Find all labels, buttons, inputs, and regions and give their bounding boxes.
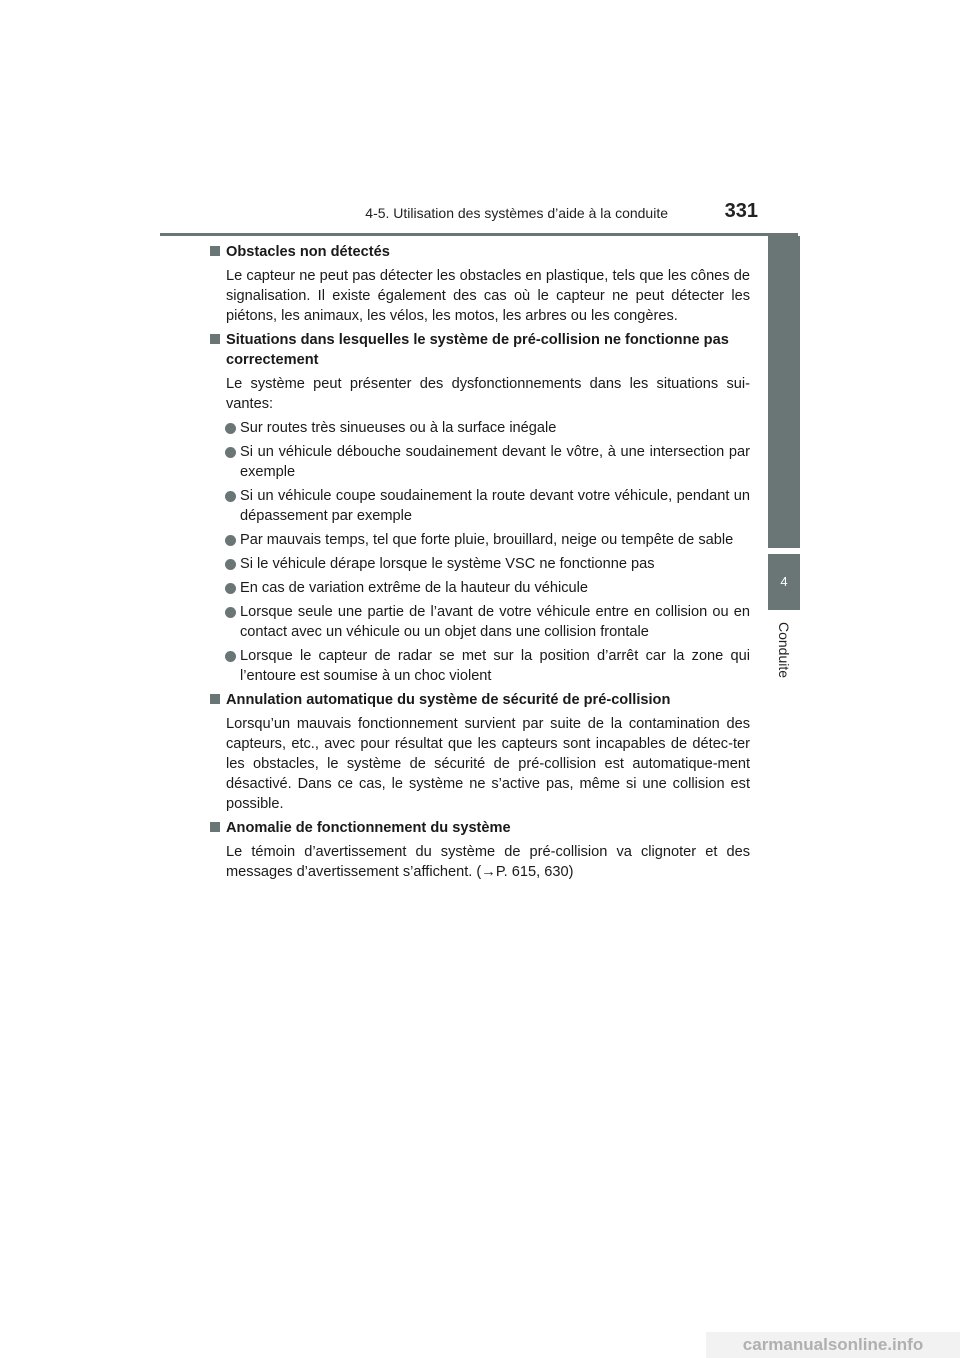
page-content xyxy=(210,242,750,886)
list-item xyxy=(210,530,750,550)
section-heading xyxy=(210,690,750,710)
page-header xyxy=(160,196,798,236)
header-rule xyxy=(160,233,798,236)
circle-bullet-icon xyxy=(225,651,236,662)
side-tab-bar xyxy=(768,236,800,548)
circle-bullet-icon xyxy=(225,607,236,618)
section-paragraph: Le système peut présenter des dysfonctionnements dans les situations sui-vantes: xyxy=(226,376,750,412)
section-paragraph: Le témoin d’avertissement du système de pré-collision va clignoter et des messages d’avertissement s’affichent. (→P. 615, 630) xyxy=(226,844,750,880)
section-heading xyxy=(210,242,750,262)
section-paragraph: Lorsqu’un mauvais fonctionnement survient par suite de la contamination des capteurs, etc., avec pour résultat que les capteurs sont incapables de détec-ter les obstacles, le système de sécurité de pré-collision est automatique-ment désactivé. Dans ce cas, le système ne s’active pas, même si une collision est possible. xyxy=(226,716,750,812)
section-title: 4-5. Utilisation des systèmes d’aide à la conduite xyxy=(365,205,668,221)
list-item xyxy=(210,646,750,686)
chapter-number-tab: 4 xyxy=(768,554,800,610)
circle-bullet-icon xyxy=(225,559,236,570)
circle-bullet-icon xyxy=(225,535,236,546)
list-item xyxy=(210,486,750,526)
square-bullet-icon xyxy=(210,822,220,832)
list-item-text: Lorsque le capteur de radar se met sur la position d’arrêt car la zone qui l’entoure est soumise à un choc violent xyxy=(240,648,750,684)
list-item-text: Si un véhicule coupe soudainement la route devant votre véhicule, pendant un dépassement par exemple xyxy=(240,488,750,524)
section-heading-text: Obstacles non détectés xyxy=(226,244,390,260)
circle-bullet-icon xyxy=(225,423,236,434)
list-item-text: Sur routes très sinueuses ou à la surface inégale xyxy=(240,420,557,436)
list-item-text: En cas de variation extrême de la hauteur du véhicule xyxy=(240,580,589,596)
circle-bullet-icon xyxy=(225,491,236,502)
square-bullet-icon xyxy=(210,694,220,704)
list-item xyxy=(210,578,750,598)
list-item-text: Par mauvais temps, tel que forte pluie, brouillard, neige ou tempête de sable xyxy=(240,532,734,548)
page-number: 331 xyxy=(724,200,758,222)
list-item-text: Si le véhicule dérape lorsque le système VSC ne fonctionne pas xyxy=(240,556,655,572)
section-paragraph: Le capteur ne peut pas détecter les obstacles en plastique, tels que les cônes de signalisation. Il existe également des cas où le capteur ne peut détecter les piétons, les animaux, les vélos, les motos, les arbres ou les congères. xyxy=(226,268,750,324)
section-heading-text: Anomalie de fonctionnement du système xyxy=(226,820,511,836)
list-item xyxy=(210,442,750,482)
list-item xyxy=(210,418,750,438)
section-heading xyxy=(210,330,750,370)
section-heading-text: Situations dans lesquelles le système de pré-collision ne fonctionne pas correctement xyxy=(226,332,729,368)
chapter-label: Conduite xyxy=(776,621,792,679)
square-bullet-icon xyxy=(210,334,220,344)
list-item-text: Si un véhicule débouche soudainement devant le vôtre, à une intersection par exemple xyxy=(240,444,750,480)
circle-bullet-icon xyxy=(225,583,236,594)
square-bullet-icon xyxy=(210,246,220,256)
section-heading xyxy=(210,818,750,838)
list-item xyxy=(210,602,750,642)
list-item-text: Lorsque seule une partie de l’avant de votre véhicule entre en collision ou en contact avec un véhicule ou un objet dans une collision frontale xyxy=(240,604,750,640)
section-heading-text: Annulation automatique du système de sécurité de pré-collision xyxy=(226,692,671,708)
circle-bullet-icon xyxy=(225,447,236,458)
watermark-banner: carmanualsonline.info xyxy=(706,1332,960,1358)
list-item xyxy=(210,554,750,574)
